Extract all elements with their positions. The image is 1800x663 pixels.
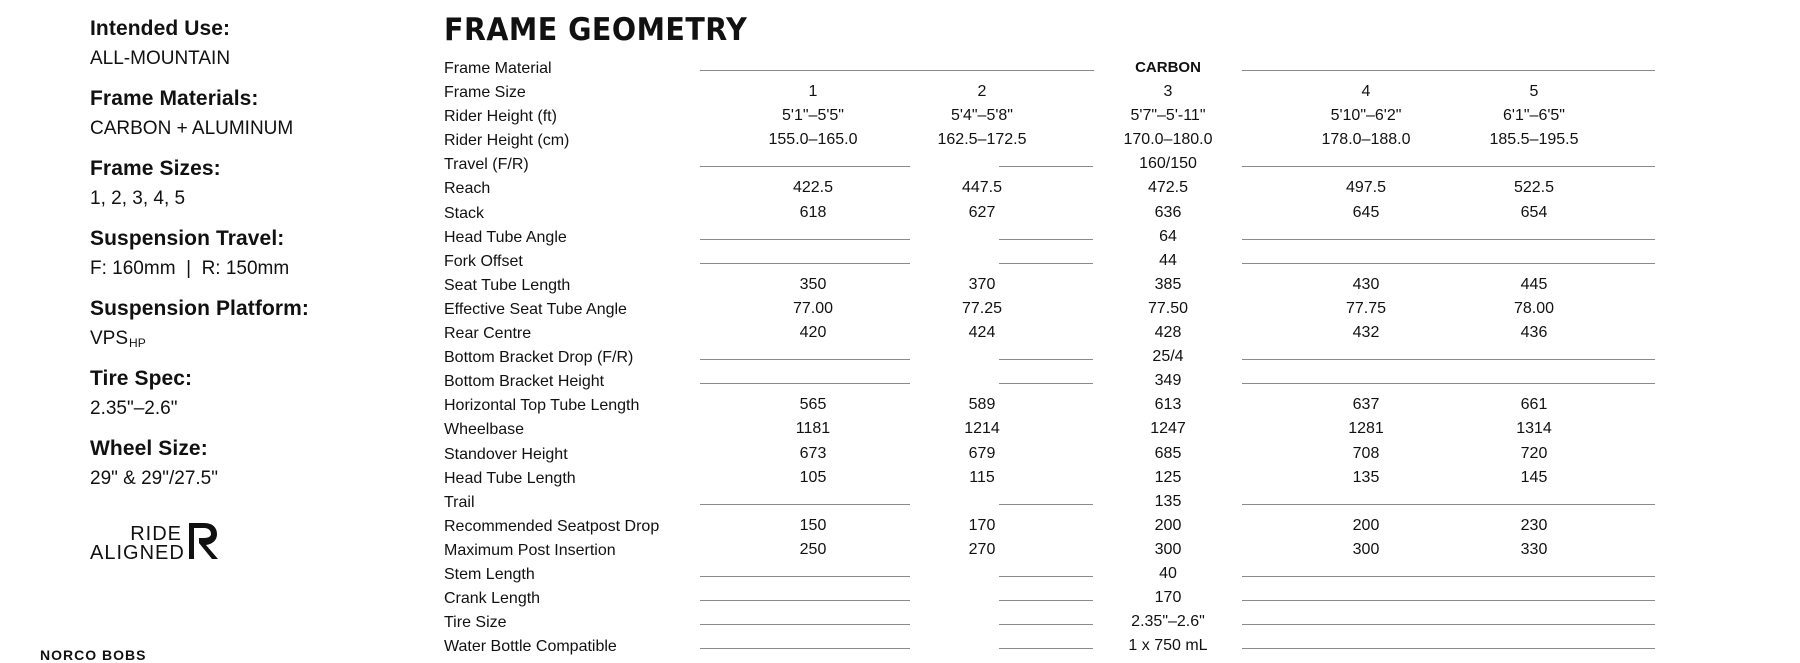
geometry-cell-size-4: 135 bbox=[1352, 468, 1380, 486]
geometry-row-label: Seat Tube Length bbox=[444, 276, 571, 294]
geometry-row bbox=[444, 515, 1654, 539]
table-rule bbox=[999, 624, 1093, 625]
geometry-row bbox=[444, 611, 1654, 635]
table-rule bbox=[1242, 70, 1655, 71]
geometry-row bbox=[444, 226, 1654, 250]
table-rule bbox=[999, 239, 1093, 240]
geometry-cell-size-5: 145 bbox=[1520, 468, 1548, 486]
geometry-row-label: Fork Offset bbox=[444, 252, 523, 270]
table-rule bbox=[999, 166, 1093, 167]
geometry-row-label: Frame Material bbox=[444, 60, 552, 77]
geometry-cell-size-1: 422.5 bbox=[792, 179, 834, 197]
spec-value bbox=[90, 324, 390, 358]
table-rule bbox=[1242, 359, 1655, 360]
geometry-row bbox=[444, 274, 1654, 298]
geometry-cell-size-1: 350 bbox=[799, 275, 827, 293]
spec-value: 1, 2, 3, 4, 5 bbox=[90, 188, 186, 209]
geometry-cell-size-5: 6'1"–6'5" bbox=[1503, 107, 1565, 125]
table-rule bbox=[999, 263, 1093, 264]
geometry-row bbox=[444, 57, 1654, 81]
spec-label: Suspension Platform: bbox=[90, 297, 310, 320]
geometry-cell-size-1: 155.0–165.0 bbox=[768, 131, 858, 149]
geometry-row bbox=[444, 105, 1654, 129]
geometry-row-label: Stack bbox=[444, 204, 485, 222]
geometry-cell-size-2: 270 bbox=[968, 540, 996, 558]
geometry-row bbox=[444, 563, 1654, 587]
spec-label: Wheel Size: bbox=[90, 437, 208, 460]
geometry-cell-size-5: 654 bbox=[1520, 203, 1548, 221]
geometry-row-label: Rider Height (ft) bbox=[444, 108, 557, 126]
geometry-cell-size-4: 497.5 bbox=[1345, 179, 1387, 197]
geometry-row bbox=[444, 418, 1654, 442]
geometry-cell-size-1: 1181 bbox=[795, 420, 831, 438]
geometry-cell-size-5: 330 bbox=[1520, 540, 1548, 558]
table-rule bbox=[700, 70, 1094, 71]
table-rule bbox=[1242, 648, 1655, 649]
geometry-cell-size-5: 720 bbox=[1520, 444, 1548, 462]
geometry-cell-size-4: 1281 bbox=[1348, 420, 1384, 438]
geometry-cell-size-2: 679 bbox=[968, 444, 996, 462]
geometry-row-label: Rear Centre bbox=[444, 325, 532, 343]
geometry-cell-size-5: 185.5–195.5 bbox=[1489, 131, 1579, 149]
geometry-cell-size-5: 230 bbox=[1520, 516, 1548, 534]
spec-value: 29" & 29"/27.5" bbox=[90, 468, 218, 489]
table-rule bbox=[1242, 600, 1655, 601]
table-rule bbox=[700, 166, 910, 167]
geometry-cell-size-5: 436 bbox=[1520, 324, 1548, 342]
geometry-row-label: Standover Height bbox=[444, 445, 568, 463]
geometry-row bbox=[444, 129, 1654, 153]
geometry-row bbox=[444, 81, 1654, 105]
geometry-cell-size-3: 613 bbox=[1154, 396, 1182, 414]
table-rule bbox=[999, 600, 1093, 601]
spec-label: Frame Sizes: bbox=[90, 157, 221, 180]
geometry-row-label: Tire Size bbox=[444, 614, 507, 632]
geometry-cell-size-4: 430 bbox=[1352, 275, 1380, 293]
table-rule bbox=[700, 383, 910, 384]
geometry-row bbox=[444, 491, 1654, 515]
logo-line-aligned: ALIGNED bbox=[90, 542, 185, 564]
geometry-cell-size-3: 5'7"–5'-11" bbox=[1130, 107, 1206, 125]
geometry-row bbox=[444, 443, 1654, 467]
spec-value: CARBON + ALUMINUM bbox=[90, 118, 294, 139]
geometry-row bbox=[444, 298, 1654, 322]
geometry-cell-shared: 2.35"–2.6" bbox=[1131, 613, 1205, 631]
geometry-cell-size-2: 162.5–172.5 bbox=[937, 131, 1027, 149]
geometry-cell-size-4: 637 bbox=[1352, 396, 1380, 414]
logo-line-ride: RIDE bbox=[130, 523, 182, 545]
geometry-row bbox=[444, 202, 1654, 226]
table-rule bbox=[700, 624, 910, 625]
ride-aligned-logo bbox=[90, 521, 220, 565]
geometry-row-label: Travel (F/R) bbox=[444, 156, 529, 174]
geometry-cell-shared: 160/150 bbox=[1139, 155, 1197, 173]
table-rule bbox=[700, 600, 910, 601]
spec-label: Frame Materials: bbox=[90, 87, 259, 110]
geometry-cell-size-3: 472.5 bbox=[1147, 179, 1189, 197]
geometry-cell-size-2: 5'4"–5'8" bbox=[951, 107, 1013, 125]
spec-label: Suspension Travel: bbox=[90, 227, 285, 250]
geometry-row-label: Wheelbase bbox=[444, 421, 525, 439]
geometry-cell-size-5: 1314 bbox=[1516, 420, 1552, 438]
geometry-cell-size-1: 5'1"–5'5" bbox=[782, 107, 844, 125]
geometry-row-label: Effective Seat Tube Angle bbox=[444, 300, 627, 318]
geometry-cell-size-3: 300 bbox=[1154, 540, 1182, 558]
geometry-cell-shared: 170 bbox=[1154, 589, 1182, 607]
spec-frame-sizes bbox=[90, 154, 390, 224]
table-rule bbox=[1242, 576, 1655, 577]
geometry-row-label: Crank Length bbox=[444, 590, 541, 608]
geometry-cell-size-3: 77.50 bbox=[1147, 299, 1189, 317]
geometry-row-label: Bottom Bracket Drop (F/R) bbox=[444, 349, 634, 367]
geometry-cell-shared: CARBON bbox=[1135, 59, 1201, 76]
geometry-row bbox=[444, 177, 1654, 201]
geometry-cell-size-4: 200 bbox=[1352, 516, 1380, 534]
platform-subscript: HP bbox=[129, 336, 146, 350]
geometry-row-label: Trail bbox=[444, 493, 475, 511]
geometry-cell-size-5: 78.00 bbox=[1513, 299, 1555, 317]
geometry-cell-size-3: 636 bbox=[1154, 203, 1182, 221]
geometry-row-label: Head Tube Length bbox=[444, 469, 576, 487]
geometry-cell-size-3: 125 bbox=[1154, 468, 1182, 486]
geometry-cell-size-1: 673 bbox=[799, 444, 827, 462]
platform-name: VPS bbox=[90, 328, 129, 349]
geometry-cell-size-3: 200 bbox=[1154, 516, 1182, 534]
geometry-row-label: Reach bbox=[444, 180, 491, 198]
geometry-cell-size-5: 5 bbox=[1529, 83, 1539, 101]
geometry-row bbox=[444, 394, 1654, 418]
table-rule bbox=[999, 359, 1093, 360]
table-rule bbox=[1242, 263, 1655, 264]
geometry-cell-shared: 44 bbox=[1159, 251, 1177, 269]
geometry-cell-size-1: 1 bbox=[808, 83, 818, 101]
geometry-cell-size-2: 2 bbox=[977, 83, 987, 101]
geometry-row bbox=[444, 250, 1654, 274]
geometry-cell-size-4: 5'10"–6'2" bbox=[1330, 107, 1402, 125]
geometry-cell-size-1: 250 bbox=[799, 540, 827, 558]
geometry-cell-size-4: 708 bbox=[1352, 444, 1380, 462]
geometry-cell-size-4: 4 bbox=[1361, 83, 1371, 101]
geometry-row-label: Head Tube Angle bbox=[444, 228, 567, 246]
geometry-row bbox=[444, 467, 1654, 491]
table-rule bbox=[700, 576, 910, 577]
geometry-row bbox=[444, 635, 1654, 659]
spec-suspension-travel bbox=[90, 224, 390, 294]
geometry-cell-size-3: 170.0–180.0 bbox=[1123, 131, 1213, 149]
geometry-row-label: Stem Length bbox=[444, 565, 535, 583]
geometry-cell-size-2: 447.5 bbox=[961, 179, 1003, 197]
geometry-row bbox=[444, 587, 1654, 611]
spec-value: F: 160mm | R: 150mm bbox=[90, 258, 290, 279]
geometry-cell-size-2: 370 bbox=[968, 275, 996, 293]
geometry-cell-size-1: 105 bbox=[799, 468, 827, 486]
geometry-cell-size-2: 424 bbox=[968, 324, 996, 342]
geometry-cell-size-1: 77.00 bbox=[792, 299, 834, 317]
geometry-cell-size-4: 432 bbox=[1352, 324, 1380, 342]
geometry-row bbox=[444, 322, 1654, 346]
table-rule bbox=[1242, 383, 1655, 384]
spec-tire-spec bbox=[90, 364, 390, 434]
geometry-cell-size-5: 661 bbox=[1520, 396, 1548, 414]
geometry-row bbox=[444, 346, 1654, 370]
geometry-row-label: Water Bottle Compatible bbox=[444, 638, 617, 656]
table-rule bbox=[999, 648, 1093, 649]
geometry-cell-size-2: 627 bbox=[968, 203, 996, 221]
table-rule bbox=[999, 383, 1093, 384]
geometry-cell-shared: 64 bbox=[1159, 227, 1177, 245]
geometry-cell-shared: 25/4 bbox=[1152, 348, 1184, 366]
spec-value: 2.35"–2.6" bbox=[90, 398, 178, 419]
geometry-cell-shared: 40 bbox=[1159, 564, 1177, 582]
geometry-cell-size-2: 589 bbox=[968, 396, 996, 414]
geometry-row-label: Rider Height (cm) bbox=[444, 132, 570, 150]
geometry-cell-size-2: 115 bbox=[969, 468, 995, 486]
table-rule bbox=[700, 648, 910, 649]
geometry-cell-size-3: 3 bbox=[1163, 83, 1173, 101]
table-rule bbox=[1242, 166, 1655, 167]
table-rule bbox=[700, 504, 910, 505]
bike-specs bbox=[90, 14, 390, 504]
geometry-row-label: Frame Size bbox=[444, 84, 526, 102]
geometry-cell-size-1: 150 bbox=[799, 516, 827, 534]
geometry-row-label: Bottom Bracket Height bbox=[444, 373, 605, 391]
spec-label: Intended Use: bbox=[90, 17, 231, 40]
table-rule bbox=[1242, 504, 1655, 505]
geometry-cell-size-4: 77.75 bbox=[1345, 299, 1387, 317]
geometry-row bbox=[444, 539, 1654, 563]
footer-brand-cutoff: NORCO BOBS bbox=[40, 647, 147, 663]
geometry-cell-size-5: 445 bbox=[1520, 275, 1548, 293]
geometry-row bbox=[444, 153, 1654, 177]
geometry-cell-size-3: 385 bbox=[1154, 275, 1182, 293]
spec-intended-use bbox=[90, 14, 390, 84]
geometry-title: FRAME GEOMETRY bbox=[444, 12, 748, 48]
spec-wheel-size bbox=[90, 434, 390, 504]
geometry-cell-shared: 349 bbox=[1154, 372, 1182, 390]
geometry-cell-size-1: 420 bbox=[799, 324, 827, 342]
geometry-row-label: Recommended Seatpost Drop bbox=[444, 517, 660, 535]
geometry-cell-size-2: 77.25 bbox=[961, 299, 1003, 317]
geometry-cell-size-2: 1214 bbox=[964, 420, 1000, 438]
logo-wordmark bbox=[90, 523, 185, 564]
geometry-cell-size-1: 565 bbox=[799, 396, 827, 414]
geometry-cell-shared: 135 bbox=[1154, 492, 1182, 510]
geometry-table bbox=[444, 57, 1654, 659]
geometry-cell-size-4: 178.0–188.0 bbox=[1321, 131, 1411, 149]
spec-frame-materials bbox=[90, 84, 390, 154]
table-rule bbox=[999, 504, 1093, 505]
table-rule bbox=[1242, 239, 1655, 240]
spec-value: ALL-MOUNTAIN bbox=[90, 48, 231, 69]
ride-aligned-r-icon bbox=[187, 521, 219, 561]
geometry-cell-size-3: 685 bbox=[1154, 444, 1182, 462]
geometry-cell-size-1: 618 bbox=[799, 203, 827, 221]
geometry-cell-size-5: 522.5 bbox=[1513, 179, 1555, 197]
geometry-cell-size-4: 645 bbox=[1352, 203, 1380, 221]
table-rule bbox=[700, 239, 910, 240]
geometry-cell-shared: 1 x 750 mL bbox=[1128, 637, 1208, 655]
geometry-row bbox=[444, 370, 1654, 394]
table-rule bbox=[999, 576, 1093, 577]
geometry-row-label: Maximum Post Insertion bbox=[444, 541, 616, 559]
spec-suspension-platform bbox=[90, 294, 390, 364]
geometry-cell-size-2: 170 bbox=[968, 516, 996, 534]
spec-label: Tire Spec: bbox=[90, 367, 193, 390]
geometry-row-label: Horizontal Top Tube Length bbox=[444, 397, 640, 415]
table-rule bbox=[700, 263, 910, 264]
table-rule bbox=[1242, 624, 1655, 625]
geometry-cell-size-3: 428 bbox=[1154, 324, 1182, 342]
geometry-cell-size-3: 1247 bbox=[1150, 420, 1186, 438]
table-rule bbox=[700, 359, 910, 360]
geometry-cell-size-4: 300 bbox=[1352, 540, 1380, 558]
